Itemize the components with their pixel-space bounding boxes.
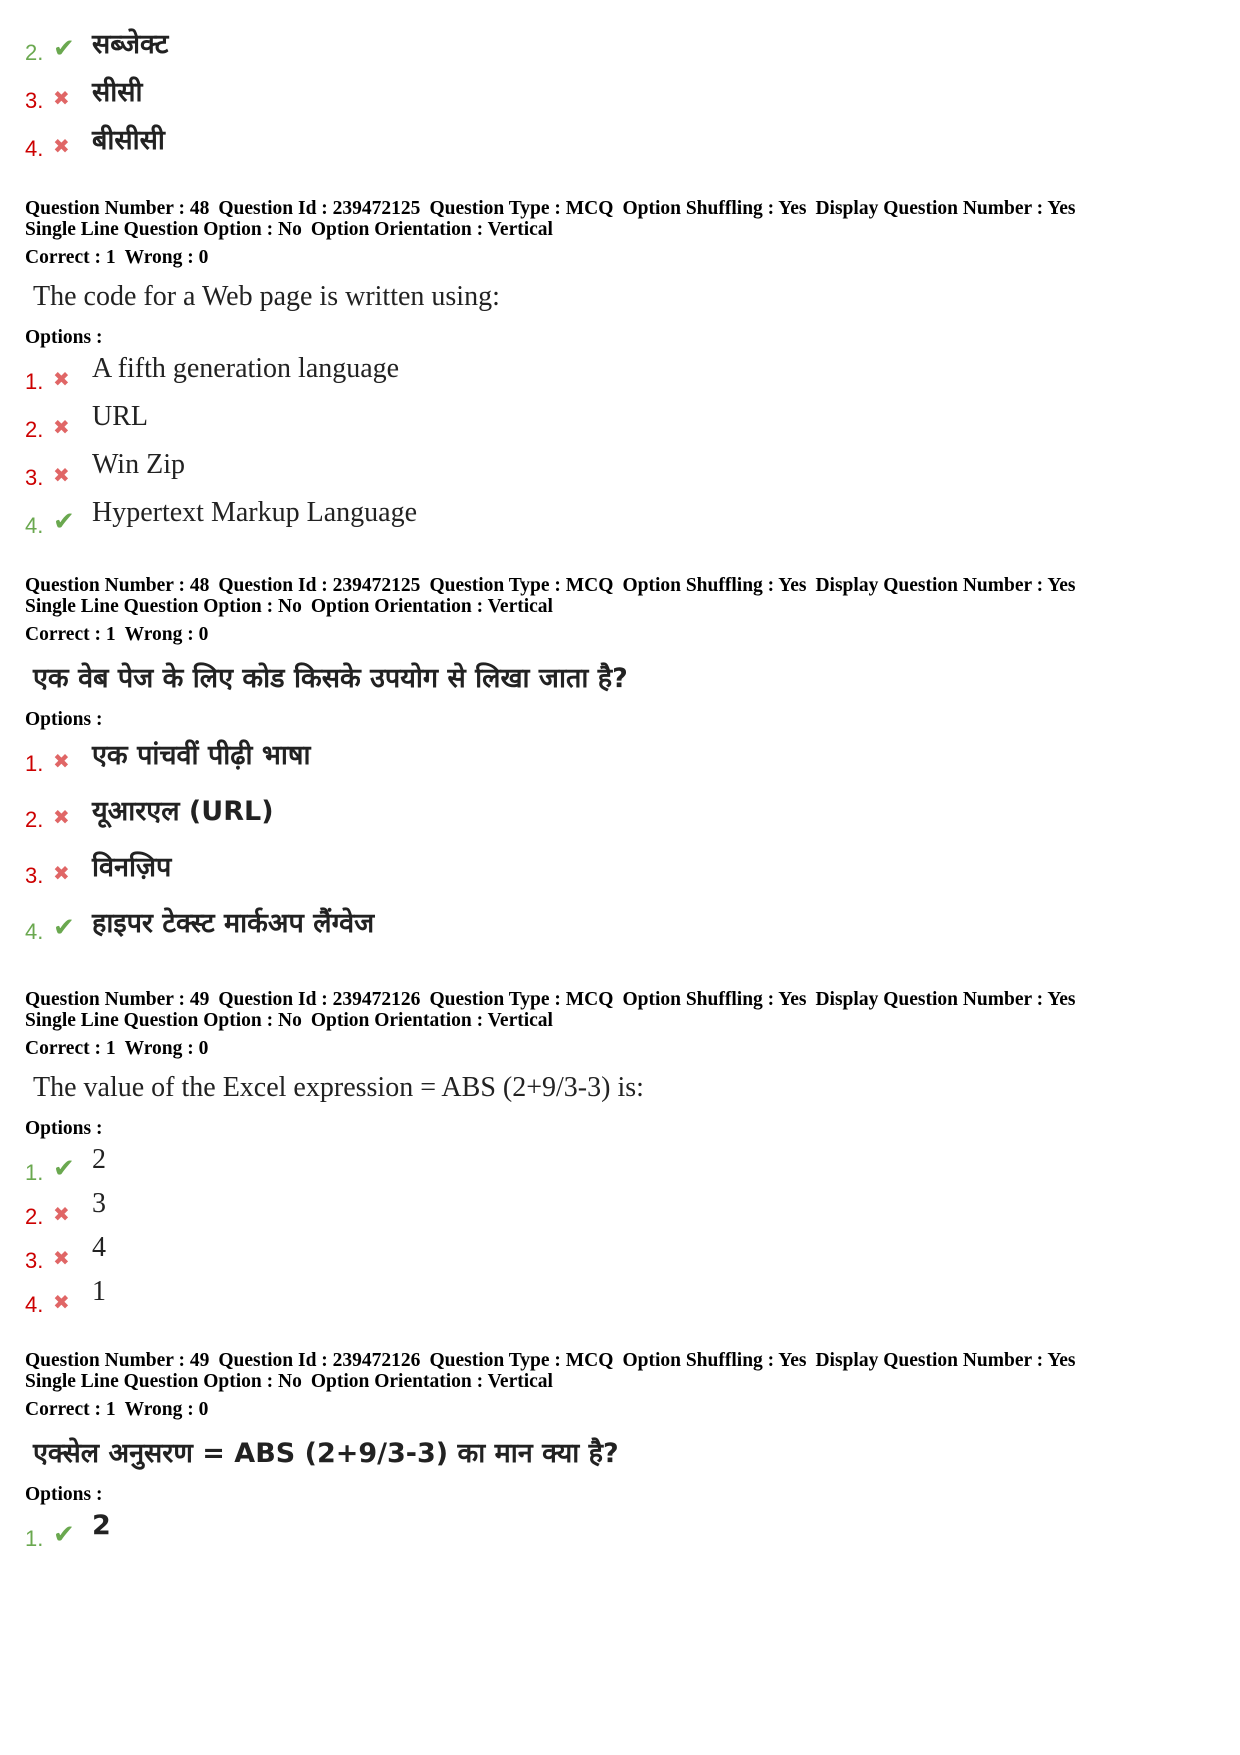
cross-icon: ✖ bbox=[53, 861, 70, 885]
meta-field: Option Shuffling : Yes bbox=[622, 198, 807, 219]
meta-field: Option Shuffling : Yes bbox=[622, 989, 807, 1010]
option-text: 4 bbox=[92, 1232, 106, 1263]
question-text: The value of the Excel expression = ABS (2+9/3-3) is: bbox=[33, 1072, 644, 1103]
option-row bbox=[25, 1228, 1215, 1272]
meta-field: Option Orientation : Vertical bbox=[310, 596, 553, 617]
option-text: विनज़िप bbox=[92, 852, 172, 883]
top-options bbox=[25, 20, 1215, 164]
question-text: The code for a Web page is written using: bbox=[33, 281, 500, 312]
meta-field: Question Id : 239472125 bbox=[218, 198, 421, 219]
option-row bbox=[25, 1272, 1215, 1316]
meta-field: Single Line Question Option : No bbox=[25, 596, 302, 617]
check-icon: ✔ bbox=[53, 507, 75, 537]
meta-field: Question Id : 239472125 bbox=[218, 575, 421, 596]
meta-field: Question Id : 239472126 bbox=[218, 989, 421, 1010]
option-number: 2. bbox=[25, 807, 44, 832]
meta-field: Question Number : 49 bbox=[25, 1350, 210, 1371]
option-number: 3. bbox=[25, 1248, 44, 1273]
meta-field: Option Orientation : Vertical bbox=[310, 219, 553, 240]
question-paper bbox=[25, 20, 1215, 1554]
option-row bbox=[25, 493, 1215, 541]
correct-marks: Correct : 1 bbox=[25, 1399, 116, 1420]
question-text: एक्सेल अनुसरण = ABS (2+9/3-3) का मान क्या है? bbox=[33, 1438, 619, 1469]
option-text: Hypertext Markup Language bbox=[92, 497, 417, 528]
cross-icon: ✖ bbox=[53, 749, 70, 773]
option-number: 4. bbox=[25, 513, 44, 538]
question-meta-2 bbox=[25, 219, 1215, 240]
option-row bbox=[25, 349, 1215, 397]
option-row bbox=[25, 116, 1215, 164]
option-text: बीसीसी bbox=[92, 125, 165, 156]
question-block bbox=[25, 989, 1215, 1316]
option-number: 4. bbox=[25, 919, 44, 944]
cross-icon: ✖ bbox=[53, 1202, 70, 1226]
option-text: URL bbox=[92, 401, 148, 432]
check-icon: ✔ bbox=[53, 1520, 75, 1550]
option-row bbox=[25, 68, 1215, 116]
option-number: 2. bbox=[25, 417, 44, 442]
option-number: 1. bbox=[25, 1160, 44, 1185]
meta-field: Question Type : MCQ bbox=[429, 198, 614, 219]
option-row bbox=[25, 1140, 1215, 1184]
option-row bbox=[25, 20, 1215, 68]
check-icon: ✔ bbox=[53, 1154, 75, 1184]
meta-field: Question Number : 49 bbox=[25, 989, 210, 1010]
check-icon: ✔ bbox=[53, 913, 75, 943]
option-number: 1. bbox=[25, 369, 44, 394]
option-number: 1. bbox=[25, 751, 44, 776]
marks bbox=[25, 1399, 1215, 1421]
question-meta bbox=[25, 575, 1215, 596]
cross-icon: ✖ bbox=[53, 805, 70, 829]
meta-field: Display Question Number : Yes bbox=[815, 1350, 1076, 1371]
option-row bbox=[25, 843, 1215, 899]
meta-field: Question Id : 239472126 bbox=[218, 1350, 421, 1371]
meta-field: Display Question Number : Yes bbox=[815, 198, 1076, 219]
option-row bbox=[25, 397, 1215, 445]
cross-icon: ✖ bbox=[53, 367, 70, 391]
question-block bbox=[25, 198, 1215, 541]
option-row bbox=[25, 1506, 1215, 1554]
meta-field: Question Number : 48 bbox=[25, 575, 210, 596]
cross-icon: ✖ bbox=[53, 134, 70, 158]
meta-field: Question Type : MCQ bbox=[429, 1350, 614, 1371]
wrong-marks: Wrong : 0 bbox=[124, 1399, 209, 1420]
cross-icon: ✖ bbox=[53, 415, 70, 439]
cross-icon: ✖ bbox=[53, 1290, 70, 1314]
meta-field: Option Shuffling : Yes bbox=[622, 1350, 807, 1371]
option-row bbox=[25, 899, 1215, 955]
meta-field: Question Type : MCQ bbox=[429, 989, 614, 1010]
question-meta-2 bbox=[25, 1010, 1215, 1031]
option-number: 2. bbox=[25, 40, 44, 65]
option-text: 3 bbox=[92, 1188, 106, 1219]
option-number: 4. bbox=[25, 1292, 44, 1317]
option-text: एक पांचवीं पीढ़ी भाषा bbox=[92, 740, 311, 771]
meta-field: Option Orientation : Vertical bbox=[310, 1371, 553, 1392]
question-block bbox=[25, 1350, 1215, 1554]
option-number: 3. bbox=[25, 465, 44, 490]
option-row bbox=[25, 787, 1215, 843]
option-number: 3. bbox=[25, 88, 44, 113]
marks bbox=[25, 624, 1215, 646]
meta-field: Single Line Question Option : No bbox=[25, 1371, 302, 1392]
question-meta bbox=[25, 989, 1215, 1010]
option-text: यूआरएल (URL) bbox=[92, 796, 274, 827]
option-row bbox=[25, 1184, 1215, 1228]
question-text: एक वेब पेज के लिए कोड किसके उपयोग से लिखा जाता है? bbox=[33, 663, 628, 694]
option-text: 1 bbox=[92, 1276, 106, 1307]
option-text: हाइपर टेक्स्ट मार्कअप लैंग्वेज bbox=[92, 908, 375, 939]
question-meta bbox=[25, 198, 1215, 219]
meta-field: Option Shuffling : Yes bbox=[622, 575, 807, 596]
option-text: सब्जेक्ट bbox=[92, 29, 169, 60]
wrong-marks: Wrong : 0 bbox=[124, 1038, 209, 1059]
option-number: 3. bbox=[25, 863, 44, 888]
wrong-marks: Wrong : 0 bbox=[124, 247, 209, 268]
meta-field: Display Question Number : Yes bbox=[815, 989, 1076, 1010]
correct-marks: Correct : 1 bbox=[25, 624, 116, 645]
options-label: Options : bbox=[25, 709, 103, 730]
marks bbox=[25, 247, 1215, 269]
option-row bbox=[25, 731, 1215, 787]
meta-field: Single Line Question Option : No bbox=[25, 219, 302, 240]
correct-marks: Correct : 1 bbox=[25, 1038, 116, 1059]
question-meta bbox=[25, 1350, 1215, 1371]
option-number: 2. bbox=[25, 1204, 44, 1229]
option-number: 1. bbox=[25, 1526, 44, 1551]
question-meta-2 bbox=[25, 596, 1215, 617]
wrong-marks: Wrong : 0 bbox=[124, 624, 209, 645]
cross-icon: ✖ bbox=[53, 1246, 70, 1270]
options-label: Options : bbox=[25, 1484, 103, 1505]
marks bbox=[25, 1038, 1215, 1060]
option-text: A fifth generation language bbox=[92, 353, 400, 384]
option-number: 4. bbox=[25, 136, 44, 161]
question-meta-2 bbox=[25, 1371, 1215, 1392]
meta-field: Question Type : MCQ bbox=[429, 575, 614, 596]
option-text: Win Zip bbox=[92, 449, 185, 480]
option-row bbox=[25, 445, 1215, 493]
meta-field: Option Orientation : Vertical bbox=[310, 1010, 553, 1031]
option-text: 2 bbox=[92, 1144, 106, 1175]
options-label: Options : bbox=[25, 1118, 103, 1139]
meta-field: Display Question Number : Yes bbox=[815, 575, 1076, 596]
meta-field: Single Line Question Option : No bbox=[25, 1010, 302, 1031]
options-label: Options : bbox=[25, 327, 103, 348]
option-text: सीसी bbox=[92, 77, 143, 108]
option-text: 2 bbox=[92, 1510, 111, 1541]
question-block bbox=[25, 575, 1215, 955]
cross-icon: ✖ bbox=[53, 86, 70, 110]
cross-icon: ✖ bbox=[53, 463, 70, 487]
check-icon: ✔ bbox=[53, 34, 75, 64]
correct-marks: Correct : 1 bbox=[25, 247, 116, 268]
meta-field: Question Number : 48 bbox=[25, 198, 210, 219]
